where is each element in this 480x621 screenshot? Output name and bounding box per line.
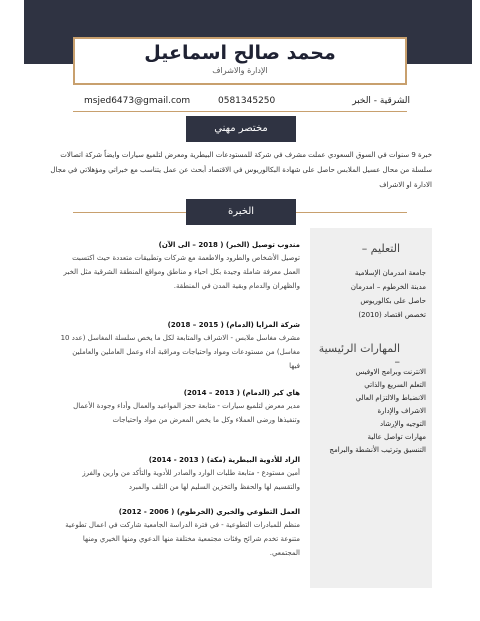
experience-title: هاي كير (الدمام) ( 2013 – 2014) (183, 389, 300, 397)
education-line: تخصص اقتصاد (2010) (358, 311, 426, 319)
skill-item: التنسيق وترتيب الأنشطة والبرامج (329, 446, 426, 454)
profile-text: خبرة 9 سنوات في السوق السعودي عملت مشرف في شركة للمستودعات البيطرية ومعرض لتلميع سيارات وايضاً شركة اتصالات سلسلة من محال عسيل الملابس حاصل على شهادة البكالوريوس في الاقتصاد أبحث عن عمل يتناسب مع خبراتي ومؤهلاتي في مجال الادارة او الاشراف (50, 151, 432, 189)
education-list (316, 266, 426, 322)
education-title: التعليم – (361, 242, 400, 255)
name-box (73, 37, 407, 85)
skills-title: المهارات الرئيسية – (318, 342, 400, 368)
experience-divider-right (296, 212, 407, 213)
experience-desc: مدير معرض لتلميع سيارات - متابعة حجز المواعيد والعمال وأداء وجودة الأعمال وتنفيذها ورضى العملاء وكل ما يخص المعرض من مواد واحتياجات (73, 402, 300, 424)
experience-title: العمل التطوعي والخيري (الخرطوم) ( 2006 - 2012) (118, 508, 300, 516)
experience-item (60, 507, 300, 560)
education-line: حاصل على بكالوريوس (360, 297, 426, 305)
person-name: محمد صالح اسماعيل (144, 42, 336, 64)
experience-desc: منظم للمبادرات التطوعية - في فترة الدراسة الجامعية شاركت في اعمال تطوعية متنوعة تخدم شرائح وفئات مجتمعية مختلفة منها الدعوي ومنها الخيري ومنها المجتمعي. (65, 521, 300, 557)
experience-desc: أمين مستودع - متابعة طلبات الوارد والصادر للأدوية والتأكد من وارين والفرز والتقسيم لها والحفظ والتخزين السليم لها من التلف والمبرد (82, 469, 300, 491)
skills-list (312, 366, 426, 457)
experience-divider-left (73, 212, 187, 213)
skill-item: الانضباط والالتزام العالي (355, 394, 426, 402)
experience-item (60, 388, 300, 427)
experience-item (60, 240, 300, 293)
experience-desc: مشرف مغاسل ملابس - الاشراف والمتابعة لكل ما يخص سلسلة المغاسل (عدد 10 مغاسل) من مستودعات ومواد واحتياجات ومراقبة أداء وعمل العاملين والعاملين فيها (60, 334, 300, 370)
experience-title: شركة المزايا (الدمام) ( 2015 – 2018) (167, 321, 300, 329)
experience-title: الزاد للأدوية البيطرية (مكة) ( 2013 - 2014) (148, 456, 300, 464)
education-line: جامعة امدرمان الإسلامية (354, 269, 426, 277)
education-line: مدينة الخرطوم – امدرمان (350, 283, 426, 291)
skill-item: التوجيه والإرشاد (379, 420, 426, 428)
experience-section-title: الخبرة (186, 199, 296, 225)
experience-desc: توصيل الأشخاص والطرود والاطعمة مع شركات وتطبيقات متعددة حيث اكتسبت العمل معرفة شاملة وجيدة بكل احياء و مناطق ومواقع المنطقة الشرقية مثل الخبر والظهران والدمام وبقية المدن في المنطقة. (63, 254, 300, 290)
skill-item: التعلم السريع والذاتي (364, 381, 426, 389)
experience-item (60, 320, 300, 373)
email-text: msjed6473@gmail.com (84, 96, 191, 106)
job-title: الإدارة والاشراف (212, 66, 268, 75)
experience-title: مندوب توصيل (الخبر) ( 2018 – الى الآن) (158, 241, 300, 249)
contact-divider (73, 111, 407, 112)
location-text: الشرقية - الخبر (352, 96, 410, 106)
experience-item (60, 455, 300, 494)
skill-item: الاشراف والإدارة (377, 407, 426, 415)
skill-item: مهارات تواصل عالية (367, 433, 426, 441)
profile-section-title: مختصر مهني (186, 116, 296, 142)
skill-item: الانترنت وبرامج الاوفيس (355, 368, 426, 376)
phone-text: 0581345250 (218, 96, 276, 106)
